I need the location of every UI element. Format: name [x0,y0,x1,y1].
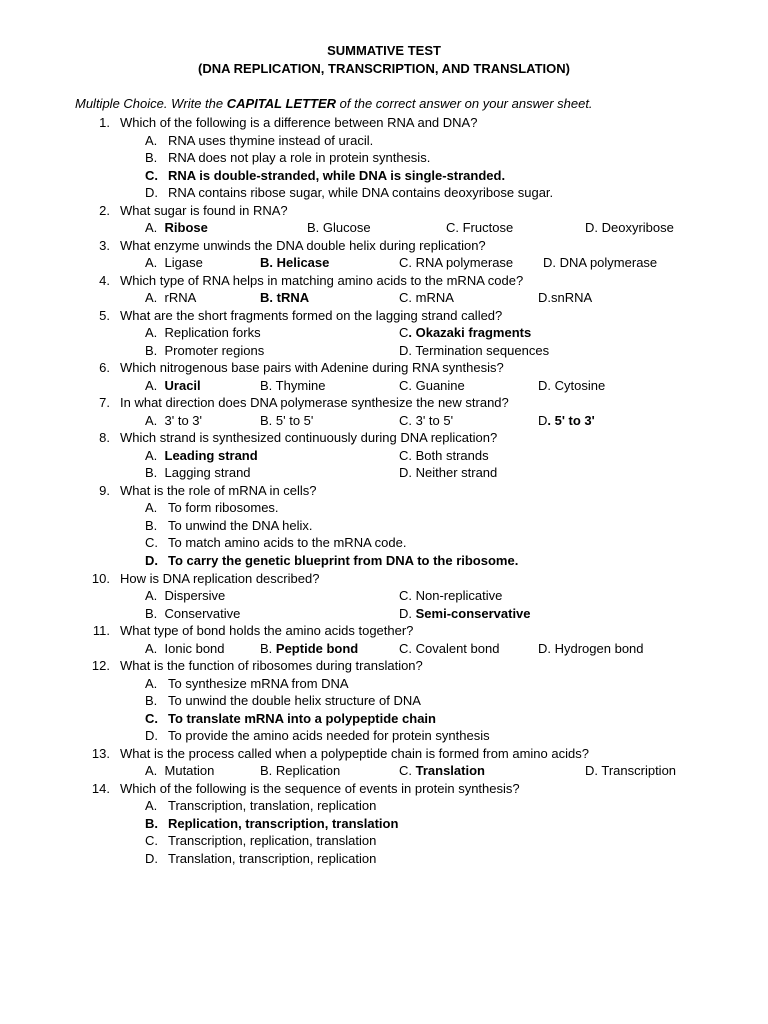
option-text: To synthesize mRNA from DNA [168,675,349,691]
question-row [0,114,768,132]
question-number: 6. [99,360,110,376]
question-number: 8. [99,430,110,446]
question-text: How is DNA replication described? [120,570,320,586]
question-row [0,657,768,675]
question-text: What type of bond holds the amino acids together? [120,623,414,639]
instructions-emphasis: CAPITAL LETTER [226,96,337,111]
option-text: D. Cytosine [538,377,606,393]
question-number: 1. [99,115,110,130]
option [145,289,196,307]
option-letter: A. [145,675,158,691]
option [399,377,465,395]
question-text: What is the process called when a polypeptide chain is formed from amino acids? [120,745,589,761]
option-text: Lagging strand [164,465,251,481]
option [538,289,592,307]
option-letter: C. [399,763,416,779]
option [145,587,225,605]
option-letter: A. [145,255,165,271]
option-text: C. mRNA [399,290,454,306]
option-letter: A. [145,640,165,656]
question-row [0,237,768,255]
option-text: RNA contains ribose sugar, while DNA contains deoxyribose sugar. [168,185,554,201]
question-number: 14. [91,780,110,796]
option-letter: C. [145,710,158,726]
option-text: B. Glucose [307,220,371,236]
option-row [0,184,768,202]
option-letter: A. [145,412,165,428]
question-number: 2. [99,202,110,218]
option [538,377,605,395]
question-text: What enzyme unwinds the DNA double helix during replication? [120,237,486,253]
question-text: What are the short fragments formed on the lagging strand called? [120,307,503,323]
option [260,377,326,395]
option-text: . 5' to 3' [547,412,595,428]
option-text: C. Non-replicative [399,588,503,604]
option [538,412,595,430]
option-text: C. Guanine [399,377,465,393]
question-row [0,202,768,220]
option-row [0,727,768,745]
option [145,640,225,658]
option-text: D. Neither strand [399,465,498,481]
page-subtitle: (DNA REPLICATION, TRANSCRIPTION, AND TRANSLATION) [198,61,570,76]
option-text: Translation [415,763,485,779]
question-row [0,570,768,588]
option-text: Transcription, translation, replication [168,798,377,814]
option-text: RNA uses thymine instead of uracil. [168,132,374,148]
option-letter: B. [145,342,165,358]
question-row [0,307,768,325]
option [399,762,485,780]
option [399,447,489,465]
option-text: To unwind the double helix structure of DNA [168,693,421,709]
option-row [0,464,768,482]
question-text: Which strand is synthesized continuously during DNA replication? [120,430,498,446]
option-text: D. Transcription [585,763,677,779]
option-letter: B. [260,640,276,656]
option-text: RNA does not play a role in protein synthesis. [168,150,431,166]
option-text: B. 5' to 5' [260,412,314,428]
option-text: Conservative [164,605,241,621]
option-row [0,692,768,710]
option-text: To unwind the DNA helix. [168,517,313,533]
option-row [0,815,768,833]
option-letter: A. [145,377,165,393]
question-text: What is the role of mRNA in cells? [120,482,317,498]
page-title: SUMMATIVE TEST [327,43,441,58]
option-text: Semi-conservative [415,605,531,621]
option [145,342,264,360]
option [145,605,240,623]
option-letter: B. [145,605,165,621]
instructions-text-start: Multiple Choice. Write the [75,96,227,111]
question-text: Which of the following is a difference between RNA and DNA? [120,115,478,130]
option-text: C. RNA polymerase [399,255,514,271]
option [145,219,208,237]
option-row [0,552,768,570]
question-number: 11. [92,623,110,639]
question-number: 3. [99,237,110,253]
option [260,289,309,307]
option [399,587,502,605]
option-letter: B. [145,693,158,709]
question-row [0,272,768,290]
option-letter: B. [145,465,165,481]
option-letter: A. [145,325,165,341]
option-text: C. Covalent bond [399,640,500,656]
option-row [0,587,768,605]
question-number: 10. [91,570,110,586]
option-text: Replication, transcription, translation [168,815,399,831]
question-row [0,482,768,500]
option-row [0,605,768,623]
option-row [0,149,768,167]
option [585,219,674,237]
option [399,464,497,482]
option-letter: D. [145,185,158,201]
option-text: RNA is double-stranded, while DNA is single-stranded. [168,167,506,183]
option-text: rRNA [164,290,197,306]
option [260,762,340,780]
option [260,640,358,658]
option [260,412,313,430]
option-text: To provide the amino acids needed for protein synthesis [168,728,490,744]
option-row [0,675,768,693]
question-row [0,622,768,640]
option-letter: B. [145,815,158,831]
option-row [0,167,768,185]
option-letter: D. [145,850,158,866]
option-text: D. Termination sequences [399,342,550,358]
option [260,254,329,272]
option-row [0,850,768,868]
option-text: B. Helicase [260,255,330,271]
option-text: C. Fructose [446,220,514,236]
option-row [0,762,768,780]
option-row [0,499,768,517]
option [145,324,261,342]
option [145,377,201,395]
option-text: To carry the genetic blueprint from DNA to the ribosome. [168,553,519,568]
option [446,219,513,237]
option [145,762,214,780]
option-text: B. Thymine [260,377,326,393]
option-text: D. Deoxyribose [585,220,674,236]
option-row [0,377,768,395]
option [538,640,644,658]
option-text: Ligase [164,255,203,271]
option-letter: A. [145,290,165,306]
instructions [75,96,593,112]
option-row [0,289,768,307]
question-text: Which nitrogenous base pairs with Adenine during RNA synthesis? [120,360,504,376]
option-text: Peptide bond [275,640,359,656]
option [399,605,531,623]
option-text: C. 3' to 5' [399,412,454,428]
question-number: 13. [91,745,110,761]
option [399,324,531,342]
option-row [0,797,768,815]
option-text: D. DNA polymerase [543,255,658,271]
option-text: . Okazaki fragments [408,325,532,341]
option-text: Uracil [164,377,201,393]
option-text: To form ribosomes. [168,500,279,516]
option-row [0,324,768,342]
question-row [0,359,768,377]
question-row [0,394,768,412]
option-row [0,342,768,360]
question-text: In what direction does DNA polymerase synthesize the new strand? [120,395,509,411]
option-text: D. Hydrogen bond [538,640,644,656]
question-number: 7. [99,395,110,411]
option-letter: D [538,412,548,428]
option-text: B. tRNA [260,290,310,306]
option-letter: A. [145,588,165,604]
option-letter: B. [145,150,158,166]
option-text: Mutation [164,763,215,779]
option-letter: A. [145,447,165,463]
option-text: Promoter regions [164,342,265,358]
question-text: Which type of RNA helps in matching amino acids to the mRNA code? [120,272,524,288]
option-letter: A. [145,500,158,516]
option [399,289,454,307]
option-letter: A. [145,798,158,814]
option [145,412,202,430]
option-text: Ribose [164,220,208,236]
option-row [0,534,768,552]
option-row [0,832,768,850]
question-row [0,780,768,798]
option-letter: C. [145,535,158,551]
option-text: B. Replication [260,763,341,779]
option [399,254,513,272]
option [543,254,657,272]
option-row [0,254,768,272]
option-letter: A. [145,763,165,779]
option-row [0,219,768,237]
option-letter: C. [145,833,158,849]
option-row [0,447,768,465]
option-text: D.snRNA [538,290,593,306]
option-row [0,640,768,658]
question-number: 5. [99,307,110,323]
option-letter: C [399,325,409,341]
option-text: C. Both strands [399,447,489,463]
option [585,762,676,780]
question-text: Which of the following is the sequence of events in protein synthesis? [120,780,520,796]
option-row [0,132,768,150]
instructions-text-end: of the correct answer on your answer sheet. [336,96,593,111]
option [399,640,499,658]
option-letter: D. [399,605,416,621]
option [145,447,258,465]
option [399,412,453,430]
option [307,219,371,237]
question-number: 12. [91,658,110,674]
option-text: 3' to 3' [164,412,203,428]
option-letter: D. [145,553,158,568]
option-letter: B. [145,517,158,533]
option-text: Leading strand [164,447,258,463]
option-letter: C. [145,167,158,183]
option-text: To translate mRNA into a polypeptide chain [168,710,436,726]
option-letter: D. [145,728,158,744]
option-text: Translation, transcription, replication [168,850,377,866]
option-text: Dispersive [164,588,226,604]
option-letter: A. [145,132,158,148]
option-text: Replication forks [164,325,261,341]
question-number: 4. [99,272,110,288]
question-number: 9. [99,482,110,498]
question-row [0,745,768,763]
option-row [0,517,768,535]
option-text: Transcription, replication, translation [168,833,377,849]
option [399,342,549,360]
option-row [0,412,768,430]
question-text: What sugar is found in RNA? [120,202,288,218]
option-text: To match amino acids to the mRNA code. [168,535,407,551]
option [145,254,203,272]
question-row [0,429,768,447]
option-text: Ionic bond [164,640,225,656]
option-row [0,710,768,728]
option [145,464,251,482]
option-letter: A. [145,220,165,236]
question-text: What is the function of ribosomes during translation? [120,658,423,674]
